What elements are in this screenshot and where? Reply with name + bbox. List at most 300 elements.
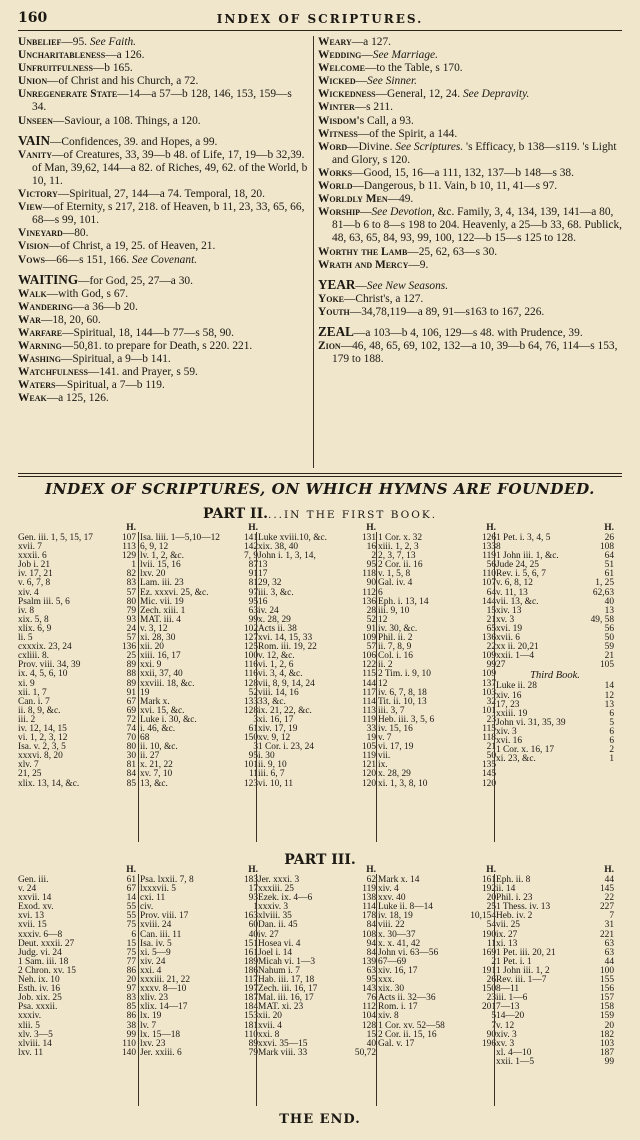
- section-rule: [18, 473, 622, 474]
- hymn-number: 121: [361, 760, 376, 771]
- hymn-number: 153: [243, 1011, 258, 1022]
- scripture-reference: vii. 25: [496, 920, 520, 931]
- entry-keyword: Witness: [318, 127, 358, 140]
- index-entry: [318, 128, 624, 141]
- scripture-row: [378, 1040, 496, 1049]
- scripture-reference: iii. 3, 7: [378, 705, 405, 716]
- scripture-row: [496, 755, 614, 764]
- scripture-reference: Gen. iii. 1, 5, 15, 17: [18, 533, 93, 543]
- entry-cross-reference: See Devotion,: [371, 206, 435, 219]
- index-entry: [18, 366, 308, 379]
- scripture-reference: xxi. 4: [140, 965, 162, 976]
- scripture-reference: Isa. iv. 5: [140, 938, 172, 949]
- hymn-number: 110: [244, 1029, 258, 1040]
- scripture-reference: 2 Cor. ii. 15, 16: [378, 1029, 437, 1040]
- entry-keyword: Wicked: [318, 75, 356, 88]
- hymn-number: 113: [362, 705, 376, 716]
- hymn-number: 64: [486, 587, 496, 598]
- scripture-reference: Ez. xxxvi. 25, &c.: [140, 587, 209, 598]
- scripture-reference: ii. 7, 8, 9: [378, 642, 412, 653]
- scripture-reference: 17: [258, 569, 268, 580]
- scripture-reference: ix.: [378, 760, 388, 771]
- scripture-reference: iv. 27: [258, 929, 279, 940]
- scripture-reference: lv. 7: [140, 1020, 157, 1031]
- scripture-row: [18, 670, 136, 679]
- scripture-reference: Luke xviii.10, &c.: [258, 533, 327, 543]
- entry-keyword: Weak: [18, 392, 47, 405]
- hymn-number: 55: [126, 911, 136, 922]
- table-column-divider: [256, 874, 257, 1106]
- hymn-number: 15: [126, 938, 136, 949]
- scripture-reference: Rom. iii. 19, 22: [258, 642, 317, 653]
- index-entry: [18, 149, 308, 188]
- scripture-column: [496, 524, 614, 764]
- hymn-number: 196: [481, 1038, 496, 1049]
- entry-references: —9.: [408, 258, 429, 271]
- hymn-number: 65: [486, 623, 496, 634]
- entry-keyword: Winter: [318, 101, 355, 114]
- scripture-reference: v. 6, 8, 12: [496, 578, 533, 589]
- hymn-number: 1: [609, 754, 614, 765]
- hymn-number: 105: [361, 742, 376, 753]
- hymn-number: 84: [366, 920, 376, 931]
- entry-keyword: Youth: [318, 305, 350, 318]
- scripture-reference: xix. 30: [378, 984, 405, 995]
- scripture-reference: xvi. 16: [496, 735, 523, 746]
- scripture-reference: 1 Pet. i. 3, 4, 5: [496, 533, 551, 543]
- index-entry: [318, 62, 624, 75]
- hymn-number: 99: [126, 1029, 136, 1040]
- index-entry: [318, 293, 624, 306]
- scripture-reference: 16: [258, 596, 268, 607]
- entry-keyword: ZEAL: [318, 323, 354, 339]
- hymn-number: 157: [599, 993, 614, 1004]
- entry-references: —a 127.: [351, 36, 392, 48]
- hymn-number: 95: [366, 975, 376, 986]
- scripture-row: [18, 780, 136, 789]
- scripture-row: [18, 707, 136, 716]
- scripture-reference: 2 Chron. xv. 15: [18, 965, 76, 976]
- hymn-number: 118: [482, 733, 496, 744]
- hymn-number: 63: [604, 947, 614, 958]
- scripture-reference: iv. 18, 19: [378, 911, 413, 922]
- hymn-number: 26: [604, 533, 614, 543]
- scripture-reference: xlii. 5: [18, 1020, 40, 1031]
- hymn-number: 40: [366, 1038, 376, 1049]
- scripture-reference: iv. 17, 21: [18, 569, 53, 580]
- hymn-number: 3: [253, 742, 258, 753]
- index-entry: [318, 180, 624, 193]
- entry-references: —: [361, 49, 373, 62]
- entry-references: —Saviour, a 108. Things, a 120.: [52, 114, 201, 127]
- hymn-number: 5: [609, 717, 614, 728]
- scripture-row: [18, 625, 136, 634]
- hymn-number: 144: [481, 596, 496, 607]
- scripture-reference: iii. 6, 7: [258, 769, 285, 780]
- hymn-number: 61: [248, 723, 258, 734]
- entry-cross-reference: See Scriptures.: [395, 140, 464, 153]
- scripture-reference: MAT. xi. 23: [258, 1002, 304, 1013]
- hymn-number: 99: [248, 614, 258, 625]
- entry-keyword: Vows: [18, 253, 45, 266]
- index-entry: [318, 340, 624, 366]
- scripture-reference: i. 30: [258, 751, 275, 762]
- hymn-number: 75: [126, 920, 136, 931]
- hymn-number: 57: [366, 642, 376, 653]
- index-entry: [18, 75, 308, 88]
- entry-references: —a 103—b 4, 106, 129—s 48. with Prudence, 39.: [353, 326, 583, 339]
- scripture-reference: Acts ii. 32—36: [378, 993, 436, 1004]
- hymn-number: 89: [248, 1038, 258, 1049]
- scripture-reference: cxi. 11: [140, 893, 166, 904]
- index-entry: [318, 88, 624, 101]
- scripture-reference: 1 Pet. iii. 20, 21: [496, 947, 556, 958]
- entry-keyword: Unseen: [18, 114, 53, 127]
- hymn-number: 61: [604, 569, 614, 580]
- hymn-number: 105: [599, 660, 614, 671]
- scripture-reference: cxliii. 8.: [18, 651, 49, 662]
- hymn-number: 91: [248, 569, 258, 580]
- scripture-reference: 6: [378, 587, 383, 598]
- scripture-reference: John vi. 31, 35, 39: [496, 717, 566, 728]
- scripture-row: [378, 780, 496, 789]
- scripture-reference: xxviii. 18, &c.: [140, 678, 195, 689]
- scripture-row: [378, 967, 496, 976]
- index-entry: [18, 353, 308, 366]
- scripture-reference: xlv. 7: [18, 760, 39, 771]
- scripture-reference: 33, &c.: [258, 696, 286, 707]
- entry-keyword: Yoke: [318, 292, 345, 305]
- scripture-row: [378, 607, 496, 616]
- scripture-row: [496, 534, 614, 543]
- hymn-number: 63: [248, 605, 258, 616]
- scripture-reference: xiv. 16, 17: [378, 965, 418, 976]
- hymn-number: 17: [248, 884, 258, 895]
- scripture-reference: Psalm iii. 5, 6: [18, 596, 70, 607]
- entry-references: —Spiritual, a 7—b 119.: [55, 379, 165, 392]
- scripture-reference: xiii. 16, 17: [140, 651, 181, 662]
- scripture-reference: x. 28, 29: [258, 614, 291, 625]
- hymn-number: 51: [604, 560, 614, 571]
- entry-keyword: Vanity: [18, 148, 53, 161]
- hymn-number: 10,154: [470, 911, 496, 922]
- scripture-reference: Luke i. 30, &c.: [140, 714, 197, 725]
- hymn-number: 95: [248, 751, 258, 762]
- hymn-number: 89: [126, 660, 136, 671]
- hymn-number: 192: [481, 884, 496, 895]
- entry-keyword: YEAR: [318, 276, 356, 292]
- scripture-reference: xiv. 3: [496, 726, 517, 737]
- hymn-number: 6: [609, 708, 614, 719]
- scripture-reference: xiv. 4: [378, 884, 399, 895]
- hymn-number: 182: [599, 1029, 614, 1040]
- hymn-number: 7, 9: [243, 551, 258, 562]
- entry-references: —b 165.: [92, 62, 133, 75]
- scripture-reference: v. 24: [18, 884, 37, 895]
- index-entry: [318, 206, 624, 245]
- scripture-reference: ii. 2: [378, 660, 393, 671]
- scripture-reference: xvii. 4: [258, 1020, 282, 1031]
- entry-references: —Divine.: [347, 140, 396, 153]
- hymn-number: 127: [243, 633, 258, 644]
- scripture-reference: x. 21, 22: [140, 760, 173, 771]
- hymn-column-header: H.: [486, 865, 496, 875]
- hymn-number: 25: [126, 651, 136, 662]
- hymn-number: 178: [361, 911, 376, 922]
- entry-references: —to the Table, s 170.: [364, 62, 463, 75]
- hymn-number: 7: [491, 1020, 496, 1031]
- hymn-number: 62: [366, 875, 376, 885]
- index-entry: [18, 340, 308, 353]
- scripture-reference: Judg. vi. 24: [18, 947, 62, 958]
- scripture-reference: 8: [496, 542, 501, 553]
- scripture-column: [258, 524, 376, 789]
- hymn-number: 5: [491, 1011, 496, 1022]
- hymn-number: 189: [243, 956, 258, 967]
- entry-references: —with God, s 67.: [46, 287, 129, 300]
- scripture-reference: Lam. iii. 23: [140, 578, 184, 589]
- scripture-reference: v. 1, 5, 8: [378, 569, 411, 580]
- scripture-reference: 67—69: [378, 956, 407, 967]
- scripture-reference: Esth. iv. 16: [18, 984, 61, 995]
- table-column-divider: [256, 532, 257, 842]
- hymn-number: 163: [243, 911, 258, 922]
- scripture-reference: xiv. 13: [496, 605, 522, 616]
- hymn-number: 119: [482, 551, 496, 562]
- scripture-reference: 8—11: [496, 984, 520, 995]
- scripture-reference: Prov. viii. 17: [140, 911, 189, 922]
- hymn-number: 190: [481, 929, 496, 940]
- entry-references: —a 36—b 20.: [72, 300, 138, 313]
- hymn-number: 14: [604, 681, 614, 692]
- hymn-number: 102: [243, 623, 258, 634]
- hymn-number: 87: [248, 560, 258, 571]
- scripture-reference: xlix. 13, 14, &c.: [18, 778, 80, 789]
- scripture-reference: x. 30—37: [378, 929, 416, 940]
- scripture-reference: vi. 1, 2, 3, 12: [18, 733, 68, 744]
- entry-references: —Christ's, a 127.: [344, 292, 424, 305]
- scripture-reference: Jude 24, 25: [496, 560, 539, 571]
- scripture-reference: Acts ii. 38: [258, 623, 297, 634]
- index-entry: [18, 201, 308, 227]
- hymn-number: 22: [486, 642, 496, 653]
- part-two-heading: PART II....IN THE FIRST BOOK.: [202, 506, 438, 522]
- scripture-reference: xxii. 1—4: [496, 651, 535, 662]
- hymn-number: 145: [481, 769, 496, 780]
- hymn-number: 100: [599, 965, 614, 976]
- index-entry: [318, 278, 624, 293]
- scripture-reference: civ.: [140, 902, 154, 913]
- hymn-column-header: H.: [366, 865, 376, 875]
- scripture-reference: John vi. 63—56: [378, 947, 439, 958]
- entry-references: —46, 48, 65, 69, 102, 132—a 10, 39—b 64, 76, 114—s 153, 179 to 188.: [332, 340, 618, 366]
- index-entry: [18, 392, 308, 405]
- scripture-reference: Eph. ii. 8: [496, 875, 531, 885]
- index-entry: [318, 306, 624, 319]
- scripture-row: [378, 670, 496, 679]
- scripture-reference: v. 3, 12: [140, 623, 168, 634]
- entry-keyword: VAIN: [18, 132, 51, 148]
- hymn-number: 20: [486, 893, 496, 904]
- scripture-reference: iv. 6, 7, 8, 18: [378, 687, 427, 698]
- hymn-number: 138: [361, 893, 376, 904]
- scripture-reference: xvii. 15: [18, 920, 47, 931]
- hymn-number: 119: [362, 714, 376, 725]
- entry-cross-reference: See Faith.: [89, 36, 137, 48]
- hymn-number: 54: [486, 920, 496, 931]
- scripture-reference: Psa. xxxii.: [18, 1002, 58, 1013]
- hymn-number: 52: [248, 687, 258, 698]
- hymn-number: 86: [126, 965, 136, 976]
- scripture-reference: Exod. xv.: [18, 902, 54, 913]
- entry-references: —Spiritual, a 9—b 141.: [60, 353, 171, 366]
- scripture-reference: xviii. 24: [140, 920, 172, 931]
- entry-keyword: Washing: [18, 353, 61, 366]
- hymn-number: 123: [243, 778, 258, 789]
- index-entry: [18, 88, 308, 114]
- index-entry: [18, 314, 308, 327]
- entry-references: —Good, 15, 16—a 111, 132, 137—b 148—s 38.: [352, 166, 574, 179]
- hymn-number: 113: [122, 542, 136, 553]
- scripture-reference: ii. 27: [140, 751, 160, 762]
- index-entry: [18, 134, 308, 149]
- scripture-reference: 2, 3, 7, 13: [378, 551, 416, 562]
- hymn-number: 6: [609, 726, 614, 737]
- hymn-number: 90: [486, 1029, 496, 1040]
- scripture-reference: xvi. 14, 15, 33: [258, 633, 313, 644]
- scripture-reference: 1 Sam. iii. 18: [18, 956, 69, 967]
- index-entry: [318, 259, 624, 272]
- hymn-number: 7: [609, 911, 614, 922]
- hymn-number: 85: [126, 1002, 136, 1013]
- scripture-reference: xii. 20: [140, 642, 164, 653]
- hymn-number: 80: [126, 596, 136, 607]
- scripture-reference: Neh. ix. 10: [18, 975, 60, 986]
- entry-keyword: WAITING: [18, 271, 79, 287]
- hymn-number: 108: [599, 542, 614, 553]
- entry-keyword: Union: [18, 75, 48, 88]
- scripture-reference: ii. 8, 9, &c.: [18, 705, 61, 716]
- scripture-reference: Micah vi. 1—3: [258, 956, 316, 967]
- hymn-number: 93: [248, 893, 258, 904]
- hymn-number: 83: [126, 993, 136, 1004]
- table-column-divider: [138, 874, 139, 1106]
- table-column-divider: [494, 874, 495, 1106]
- index-entry: [18, 301, 308, 314]
- hymn-number: 116: [244, 669, 258, 680]
- scripture-reference: ii. 10, &c.: [140, 742, 178, 753]
- index-entry: [318, 141, 624, 167]
- hymn-number: 100: [243, 651, 258, 662]
- hymn-number: 99: [486, 660, 496, 671]
- scripture-reference: xvii. 7: [18, 542, 42, 553]
- hymn-number: 20: [126, 975, 136, 986]
- scripture-reference: ii. 9, 10: [258, 760, 287, 771]
- hymn-number: 64: [604, 551, 614, 562]
- entry-references: &c. Family, 3, 4, 134, 139, 141—a 80, 81—b 6 to 8—s 198 to 204. Heavenly, a 25—b 33, 68. Publick, 48, 63, 65, 84, 93, 99, 100, 122—b 15—s 125 to 128.: [332, 206, 623, 245]
- scripture-reference: MAT. iii. 4: [140, 614, 181, 625]
- scripture-row: [140, 1049, 258, 1058]
- scripture-reference: 19: [140, 687, 150, 698]
- scripture-reference: 1 John iii. 1, 2: [496, 965, 550, 976]
- entry-references: —: [360, 206, 372, 219]
- scripture-row: [378, 743, 496, 752]
- scripture-reference: Mark x.: [140, 696, 170, 707]
- index-entry: [18, 227, 308, 240]
- entry-keyword: Waters: [18, 379, 56, 392]
- hymn-number: 201: [481, 1002, 496, 1013]
- scripture-reference: 7—13: [496, 1002, 520, 1013]
- index-entry: [18, 115, 308, 128]
- hymn-number: 63: [366, 965, 376, 976]
- hymn-number: 16: [366, 542, 376, 553]
- scripture-reference: lxv. 23: [140, 1038, 166, 1049]
- scripture-reference: lx. 19: [140, 1011, 162, 1022]
- entry-keyword: View: [18, 201, 43, 214]
- scripture-reference: 1 Cor. x. 32: [378, 533, 423, 543]
- scripture-row: [258, 561, 376, 570]
- subject-index-left-column: [18, 36, 308, 406]
- hymn-number: 94: [366, 938, 376, 949]
- scripture-reference: Phil. i. 23: [496, 893, 533, 904]
- entry-keyword: Works: [318, 166, 353, 179]
- hymn-number: 227: [599, 902, 614, 913]
- hymn-number: 145: [599, 884, 614, 895]
- header-rule: [18, 30, 622, 31]
- index-entry: [318, 115, 624, 128]
- hymn-number: 107: [121, 533, 136, 543]
- scripture-reference: 17, 23: [496, 699, 520, 710]
- hymn-number: 14: [126, 893, 136, 904]
- scripture-reference: xi. 5—9: [140, 947, 171, 958]
- hymn-number: 120: [481, 778, 496, 789]
- hymn-number: 67: [126, 884, 136, 895]
- hymn-number: 31: [604, 920, 614, 931]
- hymn-number: 128: [243, 705, 258, 716]
- hymn-number: 119: [362, 884, 376, 895]
- subject-index-right-column: [318, 36, 624, 366]
- hymn-number: 22: [604, 893, 614, 904]
- hymn-number: 95: [366, 560, 376, 571]
- hymn-column-header: H.: [366, 523, 376, 533]
- hymn-number: 57: [126, 587, 136, 598]
- scripture-reference: xi. 1, 3, 8, 10: [378, 778, 428, 789]
- scripture-row: [378, 725, 496, 734]
- scripture-reference: lxv. 20: [140, 569, 166, 580]
- scripture-reference: xiv. 8: [378, 1011, 399, 1022]
- scripture-reference: lx. 15—18: [140, 1029, 181, 1040]
- scripture-reference: Jer. xxxi. 3: [258, 875, 300, 885]
- hymn-number: 85: [126, 778, 136, 789]
- entry-references: —: [355, 75, 368, 88]
- scripture-reference: 27: [496, 660, 506, 671]
- hymn-number: 119: [362, 751, 376, 762]
- index-entry: [18, 36, 308, 49]
- hymn-number: 81: [248, 578, 258, 589]
- hymn-number: 21: [486, 742, 496, 753]
- scripture-reference: xi. 28, 30: [140, 633, 176, 644]
- scripture-reference: 1 John iii. 1, &c.: [496, 551, 559, 562]
- scripture-reference: Dan. ii. 45: [258, 920, 298, 931]
- hymn-number: 103: [481, 687, 496, 698]
- scripture-reference: Rom. i. 17: [378, 1002, 418, 1013]
- table-column-divider: [376, 532, 377, 842]
- scripture-reference: Gen. iii.: [18, 875, 49, 885]
- hymn-number: 50: [604, 633, 614, 644]
- entry-cross-reference: See Sinner.: [367, 75, 417, 88]
- scripture-reference: iii. 1—6: [496, 993, 528, 1004]
- hymn-number: 95: [248, 596, 258, 607]
